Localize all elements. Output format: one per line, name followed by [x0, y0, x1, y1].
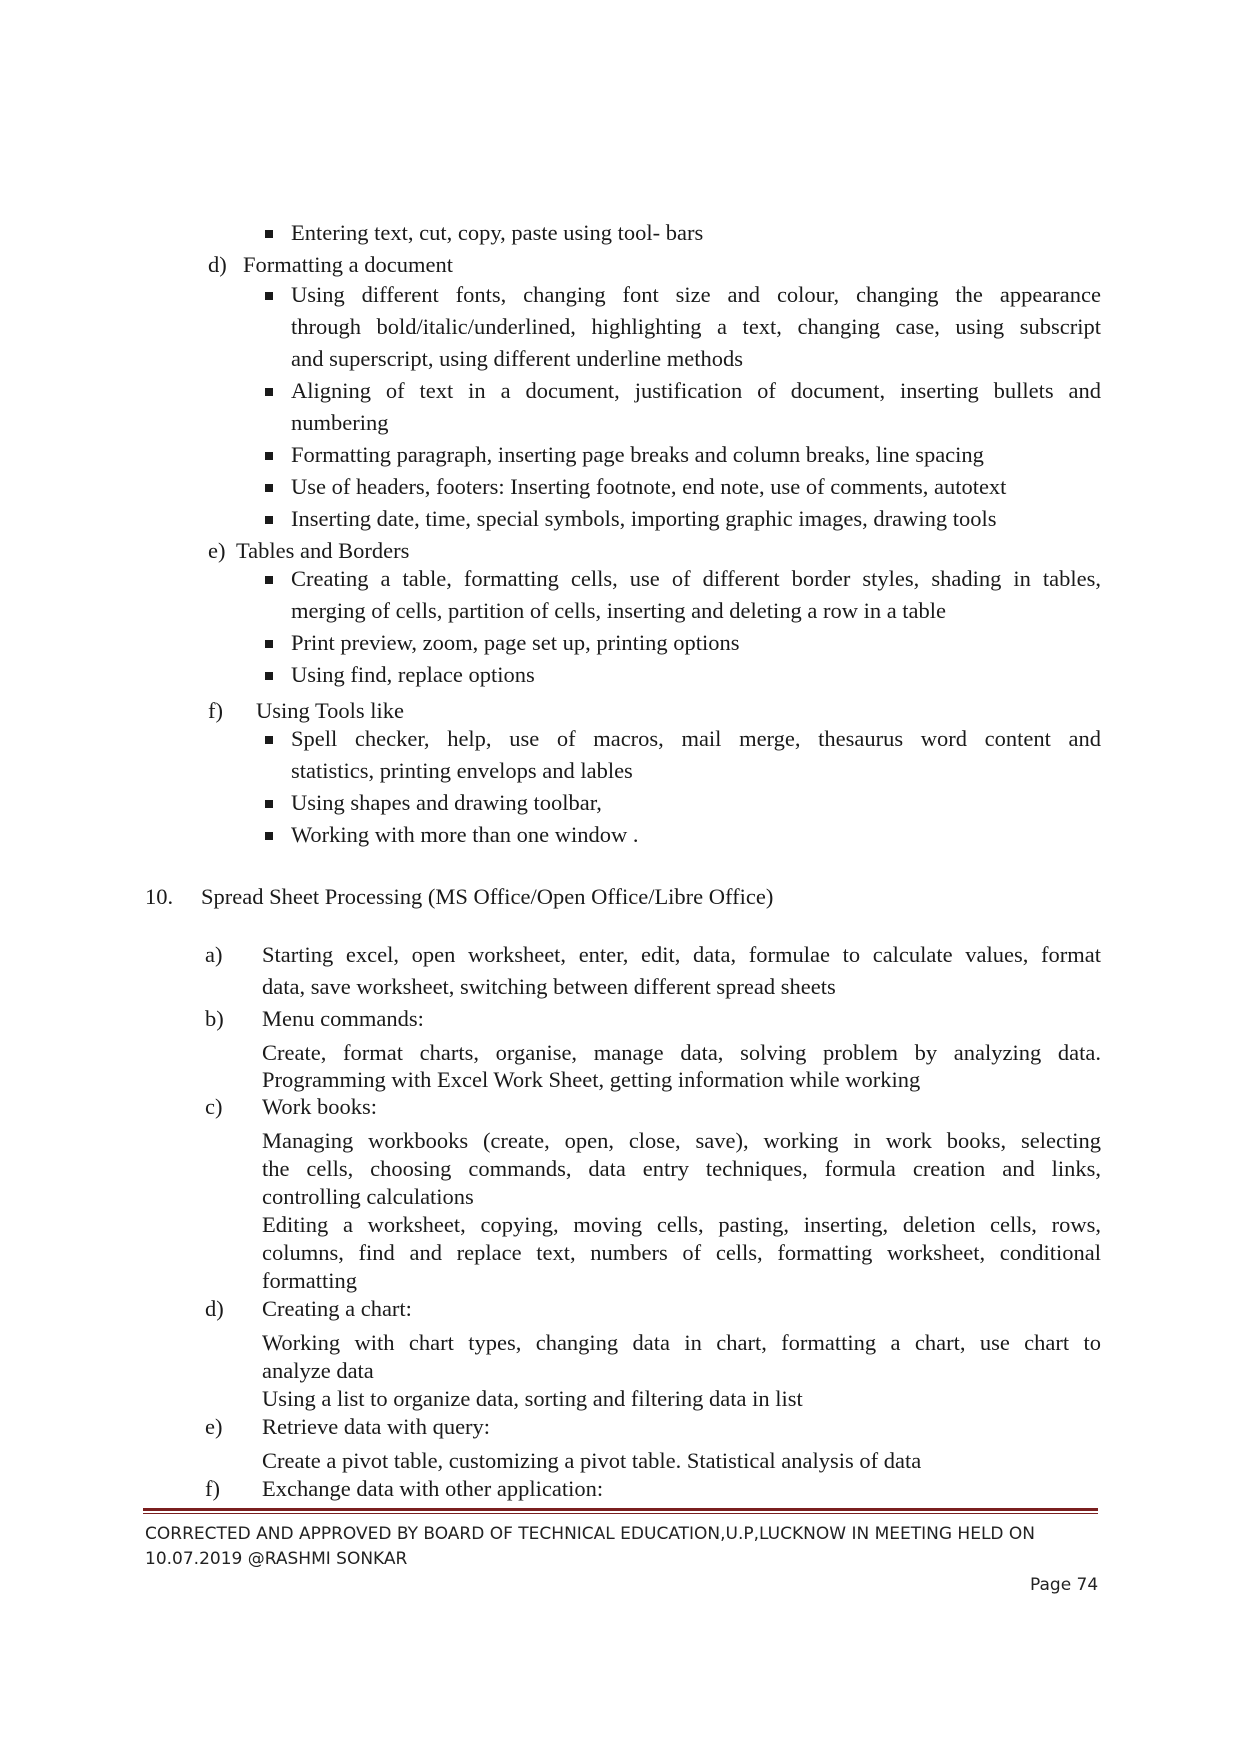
list-item: merging of cells, partition of cells, inserting and deleting a row in a table [291, 598, 947, 623]
paragraph-line: Managing workbooks (create, open, close, save), working in work books, selecting [262, 1128, 1101, 1153]
footer-rule [143, 1508, 1098, 1511]
list-item: Using find, replace options [291, 662, 535, 687]
bullet-icon [265, 832, 273, 840]
paragraph-line: Programming with Excel Work Sheet, getting information while working [262, 1067, 921, 1092]
section-heading: Using Tools like [256, 698, 405, 723]
bullet-icon [265, 672, 273, 680]
section-heading: Menu commands: [262, 1006, 424, 1031]
paragraph-line: Create a pivot table, customizing a pivot table. Statistical analysis of data [262, 1448, 922, 1473]
section-heading: Formatting a document [243, 252, 453, 277]
paragraph-line: Working with chart types, changing data in chart, formatting a chart, use chart to [262, 1330, 1101, 1355]
bullet-icon [265, 230, 273, 238]
bullet-icon [265, 484, 273, 492]
list-label: d) [208, 252, 227, 277]
page-number: Page 74 [1030, 1575, 1099, 1595]
section-title: Spread Sheet Processing (MS Office/Open Office/Libre Office) [201, 884, 774, 909]
footer-text: CORRECTED AND APPROVED BY BOARD OF TECHNICAL EDUCATION,U.P,LUCKNOW IN MEETING HELD ON [145, 1524, 1036, 1544]
bullet-icon [265, 576, 273, 584]
list-item: Using different fonts, changing font size and colour, changing the appearance [291, 282, 1101, 307]
list-label: a) [205, 942, 223, 967]
section-heading: Work books: [262, 1094, 378, 1119]
paragraph-line: Create, format charts, organise, manage data, solving problem by analyzing data. [262, 1040, 1101, 1065]
list-item: Entering text, cut, copy, paste using tool- bars [291, 220, 704, 245]
section-heading: Exchange data with other application: [262, 1476, 604, 1501]
bullet-icon [265, 640, 273, 648]
paragraph-line: Starting excel, open worksheet, enter, edit, data, formulae to calculate values, format [262, 942, 1101, 967]
list-item: Use of headers, footers: Inserting footnote, end note, use of comments, autotext [291, 474, 1007, 499]
paragraph-line: analyze data [262, 1358, 374, 1383]
paragraph-line: the cells, choosing commands, data entry techniques, formula creation and links, [262, 1156, 1101, 1181]
bullet-icon [265, 800, 273, 808]
bullet-icon [265, 516, 273, 524]
list-label: b) [205, 1006, 224, 1031]
list-item: statistics, printing envelops and lables [291, 758, 633, 783]
paragraph-line: controlling calculations [262, 1184, 474, 1209]
list-item: Aligning of text in a document, justification of document, inserting bullets and [291, 378, 1101, 403]
list-item: Inserting date, time, special symbols, importing graphic images, drawing tools [291, 506, 997, 531]
list-label: e) [208, 538, 226, 563]
footer-rule [143, 1513, 1098, 1514]
section-number: 10. [145, 884, 174, 909]
section-heading: Retrieve data with query: [262, 1414, 491, 1439]
paragraph-line: data, save worksheet, switching between different spread sheets [262, 974, 836, 999]
paragraph-line: Editing a worksheet, copying, moving cells, pasting, inserting, deletion cells, rows, [262, 1212, 1101, 1237]
bullet-icon [265, 736, 273, 744]
paragraph-line: columns, find and replace text, numbers of cells, formatting worksheet, conditional [262, 1240, 1101, 1265]
list-item: Print preview, zoom, page set up, printing options [291, 630, 740, 655]
list-item: and superscript, using different underline methods [291, 346, 743, 371]
footer-text: 10.07.2019 @RASHMI SONKAR [145, 1549, 408, 1569]
list-label: d) [205, 1296, 224, 1321]
section-heading: Creating a chart: [262, 1296, 412, 1321]
list-label: e) [205, 1414, 223, 1439]
list-item: numbering [291, 410, 389, 435]
list-label: f) [208, 698, 223, 723]
list-item: Working with more than one window . [291, 822, 639, 847]
section-heading: Tables and Borders [236, 538, 410, 563]
list-item: Spell checker, help, use of macros, mail merge, thesaurus word content and [291, 726, 1101, 751]
list-item: Formatting paragraph, inserting page breaks and column breaks, line spacing [291, 442, 984, 467]
bullet-icon [265, 388, 273, 396]
bullet-icon [265, 452, 273, 460]
paragraph-line: Using a list to organize data, sorting and filtering data in list [262, 1386, 803, 1411]
paragraph-line: formatting [262, 1268, 357, 1293]
list-item: Using shapes and drawing toolbar, [291, 790, 602, 815]
list-item: through bold/italic/underlined, highlighting a text, changing case, using subscript [291, 314, 1101, 339]
list-item: Creating a table, formatting cells, use of different border styles, shading in tables, [291, 566, 1101, 591]
list-label: f) [205, 1476, 220, 1501]
bullet-icon [265, 292, 273, 300]
list-label: c) [205, 1094, 223, 1119]
